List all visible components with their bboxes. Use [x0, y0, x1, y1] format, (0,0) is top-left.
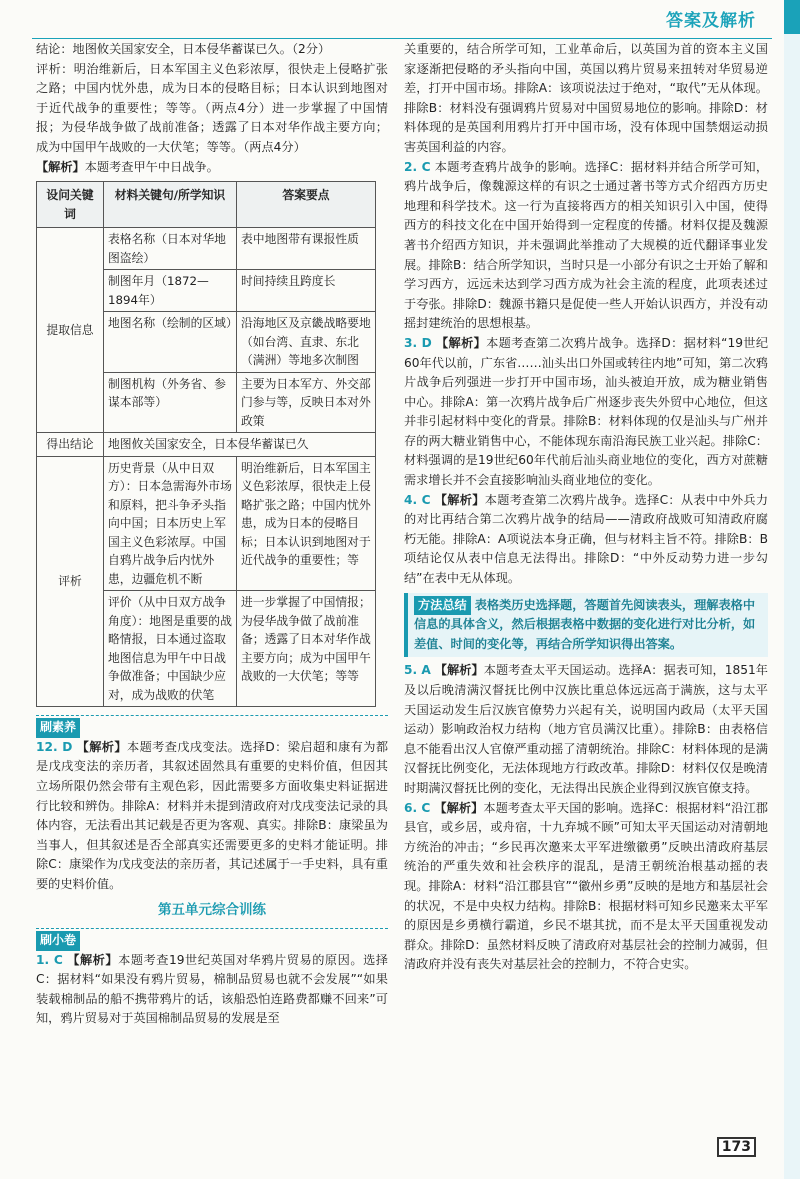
q1-continued: 关重要的，结合所学可知，工业革命后，以英国为首的资本主义国家逐渐把侵略的矛头指向中国，英国以鸦片贸易来扭转对华贸易逆差，打开中国市场。排除A：该项说法过于绝对，“取代”无从体现。排除B：材料没有强调鸦片贸易对中国贸易地位的影响。排除D：材料体现的是英国利用鸦片打开中国市场，没有体现中国禁烟运动损害英国利益的内容。	[404, 42, 768, 154]
table-row	[37, 228, 376, 270]
table-header: 答案要点	[237, 182, 376, 228]
table-cell: 制图年月（1872—1894年）	[104, 270, 237, 312]
method-summary-text: 表格类历史选择题，答题首先阅读表头，理解表格中信息的具体含义，然后根据表格中数据的变化进行对比分析，如差值、时间的变化等，再结合所学知识得出答案。	[414, 597, 756, 651]
q3-text: 本题考查第二次鸦片战争。选择D：据材料“19世纪60年代以前，广东省……汕头出口外国或转往内地”可知，第二次鸦片战争后列强进一步打开中国市场，汕头被迫开放，成为糖业销售中心。排除A：第一次鸦片战争后广州逐步丧失外贸中心地位，但这并非引起材料中变化的背景。排除B：材料体现的仅是汕头与广州并存的两大糖业销售中心，不能体现东南沿海民族工业兴起。排除C：材料强调的是19世纪60年代前后汕头商业地位的变化，西方对蔗糖需求增长并不会直接影响汕头商业地位的变化。	[404, 335, 769, 488]
q6-text: 本题考查太平天国的影响。选择C：根据材料“沿江郡县官，或乡居，或舟宿，十九弃城不顾”可知太平天国运动对清朝地方统治的冲击；“乡民再次邀来太平军进缴徽勇”反映出清政府基层统治的严重失效和社会秩序的混乱，是清王朝统治根基动摇的表现。排除A：材料“沿江郡县官”“徽州乡勇”反映的是地方和基层社会的状况，不是中央权力结构。排除B：根据材料可知乡民邀来太平军的原因是乡勇横行霸道，乡民不堪其扰，而不是太平天国重视发动群众。排除D：虽然材料反映了清政府对基层社会的控制力减弱，但清政府并没有丧失对基层社会的控制力，不符合史实。	[404, 800, 768, 972]
table-cell: 明治维新后，日本军国主义色彩浓厚，很快走上侵略扩张之路；中国内忧外患，成为日本的侵略目标；日本认识到地图对于近代战争的重要性；等	[237, 456, 376, 591]
q3-label: 【解析】	[436, 335, 487, 350]
q6-label: 【解析】	[434, 800, 484, 815]
evaluation-text: 评析：明治维新后，日本军国主义色彩浓厚，很快走上侵略扩张之路；中国内忧外患，成为日本的侵略目标；日本认识到地图对于近代战争的重要性；等等。（两点4分）进一步掌握了中国情报；为侵华战争做了战前准备；透露了日本对华作战主要方向；成为中国甲午战败的一大伏笔；等等。（两点4分）	[36, 61, 388, 154]
conclusion-text: 结论：地图攸关国家安全，日本侵华蓄谋已久。（2分）	[36, 42, 331, 56]
q5-head: 5. A	[404, 663, 431, 678]
q2-answer	[404, 158, 768, 334]
table-cell: 沿海地区及京畿战略要地（如台湾、直隶、东北（满洲）等地多次制图	[237, 312, 376, 373]
page-number: 173	[717, 1137, 756, 1157]
table-cell: 主要为日本军方、外交部门参与等，反映日本对外政策	[237, 372, 376, 433]
unit-title: 第五单元综合训练	[158, 901, 266, 918]
table-cell: 表格名称（日本对华地图盗绘）	[104, 228, 237, 270]
q4-label: 【解析】	[434, 492, 485, 507]
table-category: 得出结论	[37, 433, 104, 457]
table-header: 材料关键句/所学知识	[104, 182, 237, 228]
table-header-row	[37, 182, 376, 228]
table-cell: 地图攸关国家安全，日本侵华蓄谋已久	[104, 433, 376, 457]
q4-answer	[404, 491, 768, 589]
q1-answer	[36, 951, 388, 1029]
suyang-section	[36, 715, 388, 738]
q12-head: 12. D	[36, 739, 73, 754]
table-header: 设问关键词	[37, 182, 104, 228]
q12-answer	[36, 738, 388, 895]
q3-answer	[404, 334, 768, 491]
table-cell: 历史背景（从中日双方）：日本急需海外市场和原料，把斗争矛头指向中国；日本历史上军国主义色彩浓厚。中国自鸦片战争后内忧外患，边疆危机不断	[104, 456, 237, 591]
q6-answer	[404, 799, 768, 975]
table-row	[37, 456, 376, 591]
method-summary-label: 方法总结	[414, 596, 471, 616]
table-cell: 进一步掌握了中国情报；为侵华战争做了战前准备；透露了日本对华作战主要方向；成为中国甲午战败的一大伏笔；等等	[237, 591, 376, 707]
q5-label: 【解析】	[434, 663, 484, 678]
q6-head: 6. C	[404, 800, 431, 815]
table-cell: 表中地图带有课报性质	[237, 228, 376, 270]
q1-label: 【解析】	[67, 952, 119, 967]
q3-head: 3. D	[404, 335, 432, 350]
table-cell: 地图名称（绘制的区域）	[104, 312, 237, 373]
q4-head: 4. C	[404, 492, 431, 507]
page-header-title: 答案及解析	[666, 11, 756, 31]
table-cell: 制图机构（外务省、参谋本部等）	[104, 372, 237, 433]
xiaojuan-section	[36, 928, 388, 951]
left-column	[36, 40, 388, 1029]
q4-text: 本题考查第二次鸦片战争。选择C：从表中中外兵力的对比再结合第二次鸦片战争的结局——清政府战败可知清政府腐朽无能。排除A：A项说法本身正确，但与材料主旨不符。排除B：B项结论仅从表中信息无法得出。排除D：“中外反动势力进一步勾结”在表中无从体现。	[404, 492, 769, 586]
suyang-tag: 刷素养	[36, 718, 80, 738]
right-column	[404, 40, 768, 975]
q1-head: 1. C	[36, 952, 63, 967]
analysis-label: 【解析】	[36, 159, 85, 174]
q2-head: 2. C	[404, 159, 431, 174]
q12-label: 【解析】	[76, 739, 127, 754]
q1-text: 本题考查19世纪英国对华鸦片贸易的原因。选择C：据材料“如果没有鸦片贸易，棉制品贸易也就不会发展”“如果装载棉制品的船不携带鸦片的话，该船恐怕连路费都赚不回来”可知，鸦片贸易对于英国棉制品贸易的发展是至	[36, 952, 388, 1026]
page-edge-marker	[784, 0, 800, 34]
table-category: 提取信息	[37, 228, 104, 433]
page-edge-strip	[784, 0, 800, 1179]
q5-answer	[404, 661, 768, 798]
table-category: 评析	[37, 456, 104, 707]
q5-text: 本题考查太平天国运动。选择A：据表可知，1851年及以后晚清满汉督抚比例中汉族比重总体远远高于满族，这与太平天国运动发生后汉族官僚势力兴起有关，说明国内政局（太平天国运动）影响政治权力结构（地方官员满汉比重）。排除B：由表格信息不能看出汉人官僚严重动摇了清朝统治。排除C：材料体现的是满汉督抚比例变化，无法体现地方行政改革。排除D：材料仅仅是晚清时期满汉督抚比例的变化，无法得出民族企业得到汉族官僚支持。	[404, 663, 768, 795]
header-divider	[32, 38, 772, 39]
analysis-table	[36, 181, 376, 707]
table-cell: 时间持续且跨度长	[237, 270, 376, 312]
analysis-line	[36, 158, 388, 178]
q12-text: 本题考查戊戌变法。选择D：梁启超和康有为都是戊戌变法的亲历者，其叙述固然具有重要的史料价值，但因其立场所限仍然会带有主观色彩，因此需要多方面收集史料证据进行比较和辨伪。排除A：材料并未提到清政府对戊戌变法记录的具体内容，无法看出其记载是否更为客观、真实。排除B：康梁虽为当事人，但其叙述是否全部真实还需要更多的史料才能证明。排除C：康梁作为戊戌变法的亲历者，其记述属于一手史料，具有重要的史料价值。	[36, 739, 389, 891]
analysis-text: 本题考查甲午中日战争。	[84, 159, 219, 174]
table-row	[37, 433, 376, 457]
table-cell: 评价（从中日双方战争角度）：地图是重要的战略情报，日本通过盗取地图信息为甲午中日战争做准备；中国缺少应对，成为战败的伏笔	[104, 591, 237, 707]
method-summary-box	[404, 593, 768, 658]
xiaojuan-tag: 刷小卷	[36, 931, 80, 951]
q2-text: 本题考查鸦片战争的影响。选择C：据材料并结合所学可知，鸦片战争后，像魏源这样的有识之士通过著书等方式介绍西方历史地理和科学技术。这一行为直接将西方的相关知识引入中国，使得西方的科技文化在中国开始得到一定程度的传播。材料仅提及魏源著书介绍西方知识，并未强调此举推动了大规模的近代翻译事业发展。排除B：结合所学知识，当时只是一小部分有识之士开始了解和学习西方，远远未达到学习西方成为社会主流的程度，此项表述过于夸张。排除D：魏源书籍只是促使一些人开始认识西方，并没有动摇封建统治的思想根基。	[404, 159, 769, 331]
